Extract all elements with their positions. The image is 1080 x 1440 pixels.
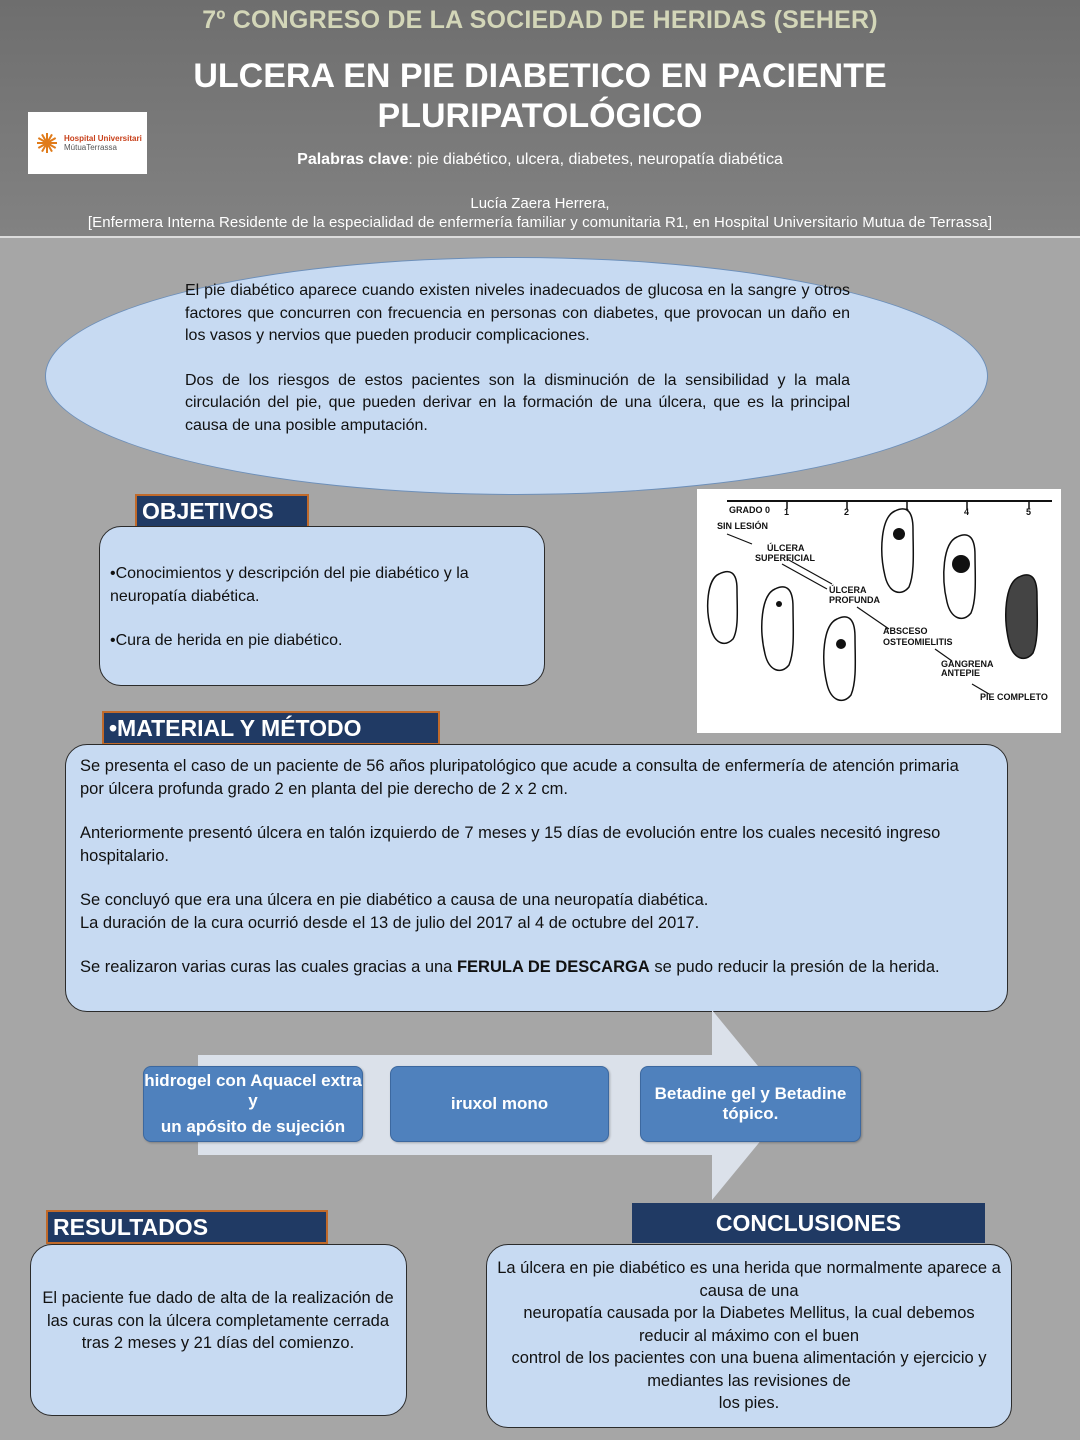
conclusion-line-4: los pies. [718, 1394, 780, 1412]
step-1-line-1: hidrogel con Aquacel extra y [144, 1071, 362, 1110]
wagner-diagram [697, 489, 1061, 733]
poster-title: ULCERA EN PIE DIABETICO EN PACIENTE PLURIPATOLÓGICO [193, 57, 887, 135]
conclusion-line-2: neuropatía causada por la Diabetes Mellitus, la cual debemos reducir al máximo con el buen [523, 1304, 975, 1345]
absceso-label-2: OSTEOMIELITIS [883, 637, 953, 647]
foot-grade-0 [708, 572, 738, 644]
material-paragraph-1: Se presenta el caso de un paciente de 56 años pluripatológico que acude a consulta de enfermería de atención primaria por úlcera profunda grado 2 en planta del pie derecho de 2 x 2 cm. [80, 757, 959, 798]
intro-paragraph-1: El pie diabético aparece cuando existen niveles inadecuados de glucosa en la sangre y otros factores que concurren con frecuencia en personas con diabetes, que provocan un daño en los vasos y nervios que pueden producir complicaciones. [185, 282, 850, 344]
lesion-grade-4 [952, 555, 970, 573]
material-paragraph-3b: La duración de la cura ocurrió desde el 13 de julio del 2017 al 4 de octubre del 2017. [80, 913, 700, 932]
treatment-step-3: Betadine gel y Betadine tópico. [640, 1066, 861, 1142]
intro-text [185, 280, 850, 437]
resultados-text: El paciente fue dado de alta de la realización de las curas con la úlcera completamente cerrada tras 2 meses y 21 días del comienzo. [42, 1289, 394, 1352]
treatment-step-2: iruxol mono [390, 1066, 609, 1142]
sin-lesion-label: SIN LESIÓN [717, 521, 769, 531]
conclusion-line-1: La úlcera en pie diabético es una herida que normalmente aparece a causa de una [497, 1259, 1001, 1300]
foot-grade-5 [1006, 575, 1038, 659]
foot-grade-1 [762, 587, 794, 671]
ulcera-superficial-label-1: ÚLCERA [767, 543, 805, 553]
material-p4-post: se pudo reducir la presión de la herida. [649, 958, 940, 976]
grade-2-label: 2 [844, 507, 850, 517]
conclusiones-heading: CONCLUSIONES [632, 1203, 985, 1243]
ulcera-profunda-label-2: PROFUNDA [829, 595, 880, 605]
foot-grade-4 [944, 535, 976, 619]
foot-grade-3 [882, 509, 914, 593]
objetivo-item: •Cura de herida en pie diabético. [110, 632, 343, 649]
material-metodo-text [80, 755, 960, 979]
pie-completo-label: PIE COMPLETO [980, 692, 1048, 702]
material-metodo-heading: •MATERIAL Y MÉTODO [102, 711, 440, 745]
gangrena-label-2: ANTEPIE [941, 668, 981, 678]
lesion-grade-2 [836, 639, 846, 649]
grade-5-label: 5 [1026, 507, 1032, 517]
treatment-step-1 [143, 1066, 363, 1142]
gangrena-label-1: GANGRENA [941, 659, 994, 669]
absceso-label-1: ABSCESO [883, 626, 928, 636]
material-paragraph-2: Anteriormente presentó úlcera en talón izquierdo de 7 meses y 15 días de evolución entre los cuales necesitó ingreso hospitalario. [80, 824, 941, 865]
resultados-heading: RESULTADOS [46, 1210, 328, 1244]
ferula-highlight: FERULA DE DESCARGA [456, 958, 650, 976]
step-1-line-2: un apósito de sujeción [160, 1117, 346, 1136]
grade-4-label: 4 [964, 507, 970, 517]
keywords-label: Palabras clave [297, 151, 409, 168]
author-affiliation: [Enfermera Interna Residente de la especialidad de enfermería familiar y comunitaria R1, en Hospital Universitario Mutua de Terrassa] [87, 214, 993, 231]
lesion-grade-1 [776, 601, 782, 607]
ulcera-profunda-label-1: ÚLCERA [829, 585, 867, 595]
lesion-grade-3 [893, 528, 905, 540]
logo-line-1: Hospital Universitari [64, 134, 142, 143]
author-block [0, 194, 1080, 232]
lesion-marks [776, 528, 970, 649]
foot-grade-2 [824, 617, 856, 701]
ulcera-superficial-label-2: SUPERFICIAL [755, 553, 816, 563]
congress-title: 7º CONGRESO DE LA SOCIEDAD DE HERIDAS (SEHER) [202, 6, 878, 34]
material-paragraph-3a: Se concluyó que era una úlcera en pie diabético a causa de una neuropatía diabética. [80, 891, 709, 909]
keywords [0, 151, 1080, 169]
conclusion-line-3: control de los pacientes con una buena alimentación y ejercicio y mediantes las revisiones de [511, 1349, 987, 1390]
poster-header [0, 0, 1080, 238]
objetivos-text [110, 563, 540, 653]
material-paragraph-3 [80, 889, 960, 934]
grade-1-label: 1 [784, 507, 790, 517]
author-name: Lucía Zaera Herrera, [470, 195, 610, 212]
grade-0-label: GRADO 0 [729, 505, 771, 515]
intro-paragraph-2: Dos de los riesgos de estos pacientes son la disminución de la sensibilidad y la mala circulación del pie, que pueden derivar en la formación de una úlcera, que es la principal causa de una posible amputación. [185, 371, 850, 434]
wagner-grade-figure [697, 489, 1061, 733]
logo-line-2: MútuaTerrassa [64, 143, 117, 152]
conclusiones-text [496, 1257, 1002, 1415]
keywords-list: : pie diabético, ulcera, diabetes, neuropatía diabética [408, 151, 783, 168]
objetivos-heading: OBJETIVOS [135, 494, 309, 528]
material-paragraph-4 [80, 956, 960, 979]
objetivo-item: •Conocimientos y descripción del pie diabético y la neuropatía diabética. [110, 565, 469, 605]
material-p4-pre: Se realizaron varias curas las cuales gracias a una [80, 958, 457, 976]
